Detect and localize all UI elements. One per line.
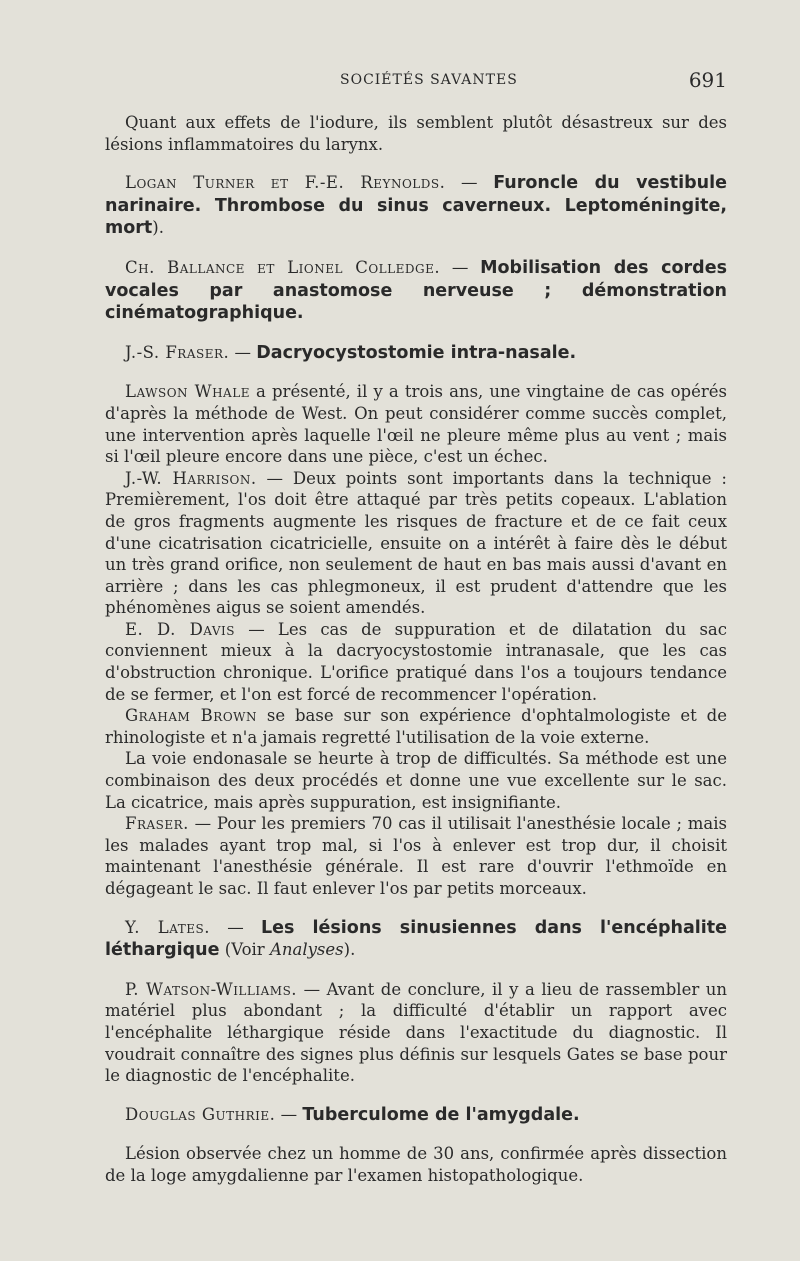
discussion-watson-williams: P. Watson-Williams. — Avant de conclure, il y a lieu de rassembler un matériel plus abondant ; la difficulté d'établir un rapport avec l'encéphalite léthargique réside dans l'exactitude du diagnostic. Il voudrait connaître des signes plus définis sur lesquels Gates se base pour le diagnostic de l'encéphalite. [105, 979, 728, 1086]
entry-authors: Logan Turner et F.-E. Reynolds. [125, 173, 446, 193]
speaker-name: E. D. Davis [125, 619, 236, 639]
analyses-reference: Analyses [269, 940, 344, 960]
entry-dacryocystostomie: J.-S. Fraser. — Dacryocystostomie intra-nasale. [125, 342, 577, 363]
running-title: SOCIÉTÉS SAVANTES [340, 72, 518, 88]
entry-title: Mobilisation des cordes vocales par anastomose nerveuse ; démonstration cinématographique. [105, 257, 727, 324]
entry-title: Dacryocystostomie intra-nasale. [256, 342, 577, 363]
entry-furoncle: Logan Turner et F.-E. Reynolds. — Furoncle du vestibule narinaire. Thrombose du sinus caverneux. Leptoméningite, mort). [105, 173, 727, 239]
paragraph-iodure: Quant aux effets de l'iodure, ils semblent plutôt désastreux sur des lésions inflammatoires du larynx. [105, 113, 727, 154]
speaker-name: Fraser. [125, 814, 189, 834]
page-body [105, 112, 727, 1187]
entry-title: Tuberculome de l'amygdale. [302, 1104, 580, 1125]
speaker-name: J.-W. Harrison. [125, 468, 257, 488]
entry-authors: Y. Lates. [125, 917, 210, 937]
entry-title: Furoncle du vestibule narinaire. Thrombose du sinus caverneux. Leptoméningite, mort [105, 173, 727, 239]
discussion-voie-endonasale: La voie endonasale se heurte à trop de difficultés. Sa méthode est une combinaison des deux procédés et donne une vue excellente sur le sac. La cicatrice, mais après suppuration, est insignifiante. [105, 749, 727, 812]
entry-mobilisation: Ch. Ballance et Lionel Colledge. — Mobilisation des cordes vocales par anastomose nerveuse ; démonstration cinématographique. [105, 257, 727, 324]
paragraph-lesion: Lésion observée chez un homme de 30 ans, confirmée après dissection de la loge amygdalienne par l'examen histopathologique. [105, 1144, 727, 1185]
entry-title: Les lésions sinusiennes dans l'encéphalite léthargique [105, 917, 727, 961]
speaker-name: P. Watson-Williams. [125, 979, 298, 999]
discussion-davis: E. D. Davis — Les cas de suppuration et de dilatation du sac conviennent mieux à la dacryocystostomie intranasale, que les cas d'obstruction chronique. L'orifice pratiqué dans l'os a toujours tendance de se fermer, et l'on est forcé de recommencer l'opération. [105, 619, 727, 704]
running-header [105, 70, 727, 94]
discussion-harrison: J.-W. Harrison. — Deux points sont importants dans la technique : Premièrement, l'os doit être attaqué par très petits copeaux. L'ablation de gros fragments augmente les risques de fracture et de ce fait ceux d'une cicatrisation cicatricielle, ensuite on a intérêt à faire dès le début un très grand orifice, non seulement de haut en bas mais aussi d'avant en arrière ; dans les cas phlegmoneux, il est prudent d'attendre que les phénomènes aigus se soient amendés. [105, 468, 727, 618]
discussion-fraser: Fraser. — Pour les premiers 70 cas il utilisait l'anesthésie locale ; mais les malades ayant trop mal, si l'os à enlever est trop dur, il choisit maintenant l'anesthésie générale. Il est rare d'ouvrir l'ethmoïde en dégageant le sac. Il faut enlever l'os par petits morceaux. [105, 814, 727, 898]
speaker-name: Graham Brown [125, 706, 258, 726]
entry-authors: Ch. Ballance et Lionel Colledge. [125, 257, 441, 277]
entry-authors: Douglas Guthrie. [125, 1104, 276, 1124]
speaker-name: Lawson Whale [125, 382, 250, 402]
entry-tuberculome: Douglas Guthrie. — Tuberculome de l'amygdale. [125, 1104, 580, 1125]
discussion-brown: Graham Brown se base sur son expérience d'ophtalmologiste et de rhinologiste et n'a jamais regretté l'utilisation de la voie externe. [105, 706, 727, 747]
discussion-whale: Lawson Whale a présenté, il y a trois ans, une vingtaine de cas opérés d'après la méthode de West. On peut considérer comme succès complet, une intervention après laquelle l'œil ne pleure même plus au vent ; mais si l'œil pleure encore dans une pièce, c'est un échec. [105, 382, 727, 467]
page-number: 691 [688, 68, 727, 92]
entry-authors: J.-S. Fraser. [125, 342, 230, 362]
entry-encephalite: Y. Lates. — Les lésions sinusiennes dans l'encéphalite léthargique (Voir Analyses). [105, 917, 727, 961]
